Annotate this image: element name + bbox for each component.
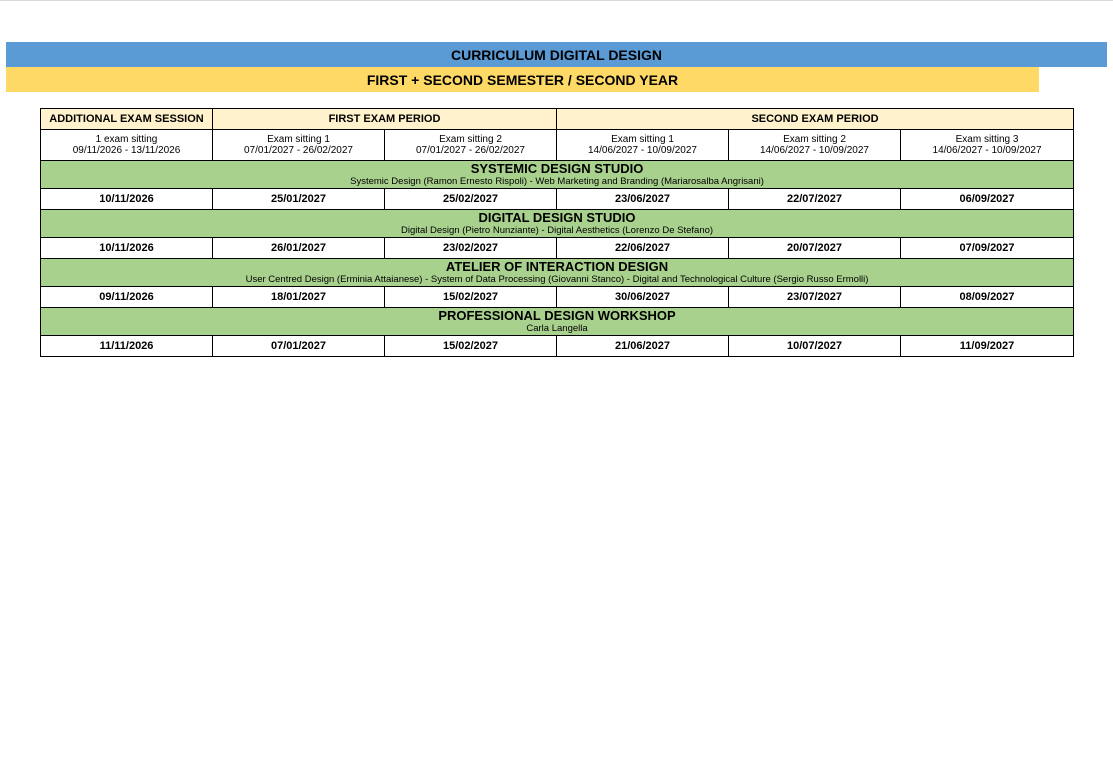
period-header-row xyxy=(41,109,1074,130)
sittings-row xyxy=(41,130,1074,161)
date-cell: 15/02/2027 xyxy=(385,336,557,357)
course-row-atelier-of-interaction-design xyxy=(41,259,1074,287)
sitting-cell: Exam sitting 1 14/06/2027 - 10/09/2027 xyxy=(557,130,729,161)
course-teachers: User Centred Design (Erminia Attaianese) - System of Data Processing (Giovanni Stanco) - Digital and Technological Culture (Sergio Russo Ermolli) xyxy=(245,274,869,285)
header-additional-session: ADDITIONAL EXAM SESSION xyxy=(41,109,213,130)
course-teachers: Carla Langella xyxy=(526,323,588,334)
date-cell: 11/11/2026 xyxy=(41,336,213,357)
date-cell: 22/07/2027 xyxy=(729,189,901,210)
date-cell: 26/01/2027 xyxy=(213,238,385,259)
course-title: PROFESSIONAL DESIGN WORKSHOP xyxy=(438,308,676,323)
date-cell: 09/11/2026 xyxy=(41,287,213,308)
dates-row xyxy=(41,287,1074,308)
date-cell: 23/02/2027 xyxy=(385,238,557,259)
date-cell: 21/06/2027 xyxy=(557,336,729,357)
course-title: SYSTEMIC DESIGN STUDIO xyxy=(470,161,644,176)
course-teachers: Systemic Design (Ramon Ernesto Rispoli) - Web Marketing and Branding (Mariarosalba Angrisani) xyxy=(350,176,764,187)
date-cell: 10/07/2027 xyxy=(729,336,901,357)
date-cell: 25/01/2027 xyxy=(213,189,385,210)
date-cell: 10/11/2026 xyxy=(41,238,213,259)
date-cell: 18/01/2027 xyxy=(213,287,385,308)
sitting-cell: Exam sitting 3 14/06/2027 - 10/09/2027 xyxy=(901,130,1074,161)
date-cell: 08/09/2027 xyxy=(901,287,1074,308)
date-cell: 15/02/2027 xyxy=(385,287,557,308)
date-cell: 20/07/2027 xyxy=(729,238,901,259)
date-cell: 07/09/2027 xyxy=(901,238,1074,259)
dates-row xyxy=(41,336,1074,357)
date-cell: 23/06/2027 xyxy=(557,189,729,210)
date-cell: 22/06/2027 xyxy=(557,238,729,259)
date-cell: 11/09/2027 xyxy=(901,336,1074,357)
dates-row xyxy=(41,238,1074,259)
sitting-cell: 1 exam sitting 09/11/2026 - 13/11/2026 xyxy=(41,130,213,161)
exam-schedule-table xyxy=(40,108,1074,357)
sitting-cell: Exam sitting 2 07/01/2027 - 26/02/2027 xyxy=(385,130,557,161)
sitting-cell: Exam sitting 1 07/01/2027 - 26/02/2027 xyxy=(213,130,385,161)
dates-row xyxy=(41,189,1074,210)
page-subtitle: FIRST + SECOND SEMESTER / SECOND YEAR xyxy=(6,67,1039,92)
date-cell: 06/09/2027 xyxy=(901,189,1074,210)
date-cell: 25/02/2027 xyxy=(385,189,557,210)
course-title: DIGITAL DESIGN STUDIO xyxy=(478,210,636,225)
course-title: ATELIER OF INTERACTION DESIGN xyxy=(445,259,669,274)
course-row-systemic-design-studio xyxy=(41,161,1074,189)
date-cell: 23/07/2027 xyxy=(729,287,901,308)
sitting-cell: Exam sitting 2 14/06/2027 - 10/09/2027 xyxy=(729,130,901,161)
top-divider xyxy=(0,0,1113,1)
course-teachers: Digital Design (Pietro Nunziante) - Digital Aesthetics (Lorenzo De Stefano) xyxy=(400,225,714,236)
course-row-professional-design-workshop xyxy=(41,308,1074,336)
course-row-digital-design-studio xyxy=(41,210,1074,238)
date-cell: 10/11/2026 xyxy=(41,189,213,210)
header-second-period: SECOND EXAM PERIOD xyxy=(557,109,1074,130)
date-cell: 30/06/2027 xyxy=(557,287,729,308)
date-cell: 07/01/2027 xyxy=(213,336,385,357)
page-title: CURRICULUM DIGITAL DESIGN xyxy=(6,42,1107,67)
header-first-period: FIRST EXAM PERIOD xyxy=(213,109,557,130)
